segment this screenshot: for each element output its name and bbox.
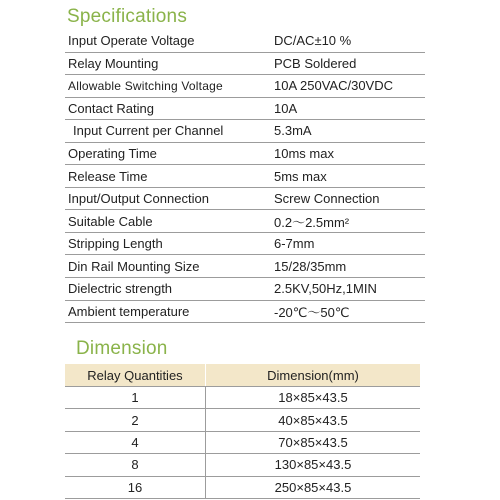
spec-value: 5.3mA xyxy=(268,120,425,143)
spec-row xyxy=(65,30,425,52)
dimension-cell: 70×85×43.5 xyxy=(206,431,421,453)
dimension-cell: 250×85×43.5 xyxy=(206,476,421,498)
table-row xyxy=(65,476,420,498)
spec-row xyxy=(65,255,425,278)
spec-value: 10A 250VAC/30VDC xyxy=(268,75,425,98)
dimension-cell: 18×85×43.5 xyxy=(206,387,421,409)
table-row xyxy=(65,431,420,453)
spec-label: Relay Mounting xyxy=(65,52,268,75)
spec-label: Release Time xyxy=(65,165,268,188)
table-row xyxy=(65,454,420,476)
dimension-mm-header: Dimension(mm) xyxy=(206,364,421,387)
dimension-title: Dimension xyxy=(76,338,168,359)
spec-label: Contact Rating xyxy=(65,97,268,120)
relay-quantities-header: Relay Quantities xyxy=(65,364,206,387)
spec-value: 2.5KV,50Hz,1MIN xyxy=(268,278,425,301)
spec-value: DC/AC±10 % xyxy=(268,30,425,52)
dimension-table xyxy=(65,364,420,499)
spec-value: 10A xyxy=(268,97,425,120)
spec-row xyxy=(65,278,425,301)
spec-value: -20℃～50℃ xyxy=(268,300,425,323)
spec-label: Suitable Cable xyxy=(65,210,268,233)
spec-value: PCB Soldered xyxy=(268,52,425,75)
spec-label: Din Rail Mounting Size xyxy=(65,255,268,278)
relay-quantity-cell: 16 xyxy=(65,476,206,498)
specifications-title: Specifications xyxy=(67,6,188,27)
relay-quantity-cell: 2 xyxy=(65,409,206,431)
spec-row xyxy=(65,165,425,188)
spec-row xyxy=(65,52,425,75)
spec-row xyxy=(65,232,425,255)
table-row xyxy=(65,409,420,431)
spec-value: 0.2～2.5mm² xyxy=(268,210,425,233)
dimension-cell: 40×85×43.5 xyxy=(206,409,421,431)
dimension-header-row xyxy=(65,364,420,387)
spec-row xyxy=(65,187,425,210)
spec-row xyxy=(65,75,425,98)
spec-row xyxy=(65,142,425,165)
relay-quantity-cell: 8 xyxy=(65,454,206,476)
table-row xyxy=(65,387,420,409)
spec-row xyxy=(65,300,425,323)
spec-row xyxy=(65,120,425,143)
spec-label: Dielectric strength xyxy=(65,278,268,301)
dimension-cell: 130×85×43.5 xyxy=(206,454,421,476)
spec-value: Screw Connection xyxy=(268,187,425,210)
spec-value: 10ms max xyxy=(268,142,425,165)
spec-label: Allowable Switching Voltage xyxy=(65,75,268,98)
spec-label: Input Operate Voltage xyxy=(65,30,268,52)
spec-label: Ambient temperature xyxy=(65,300,268,323)
specifications-table xyxy=(65,30,425,323)
spec-value: 5ms max xyxy=(268,165,425,188)
relay-quantity-cell: 1 xyxy=(65,387,206,409)
spec-label: Stripping Length xyxy=(65,232,268,255)
spec-label: Input Current per Channel xyxy=(65,120,268,143)
spec-value: 6-7mm xyxy=(268,232,425,255)
spec-value: 15/28/35mm xyxy=(268,255,425,278)
spec-label: Operating Time xyxy=(65,142,268,165)
relay-quantity-cell: 4 xyxy=(65,431,206,453)
spec-row xyxy=(65,210,425,233)
spec-label: Input/Output Connection xyxy=(65,187,268,210)
spec-row xyxy=(65,97,425,120)
